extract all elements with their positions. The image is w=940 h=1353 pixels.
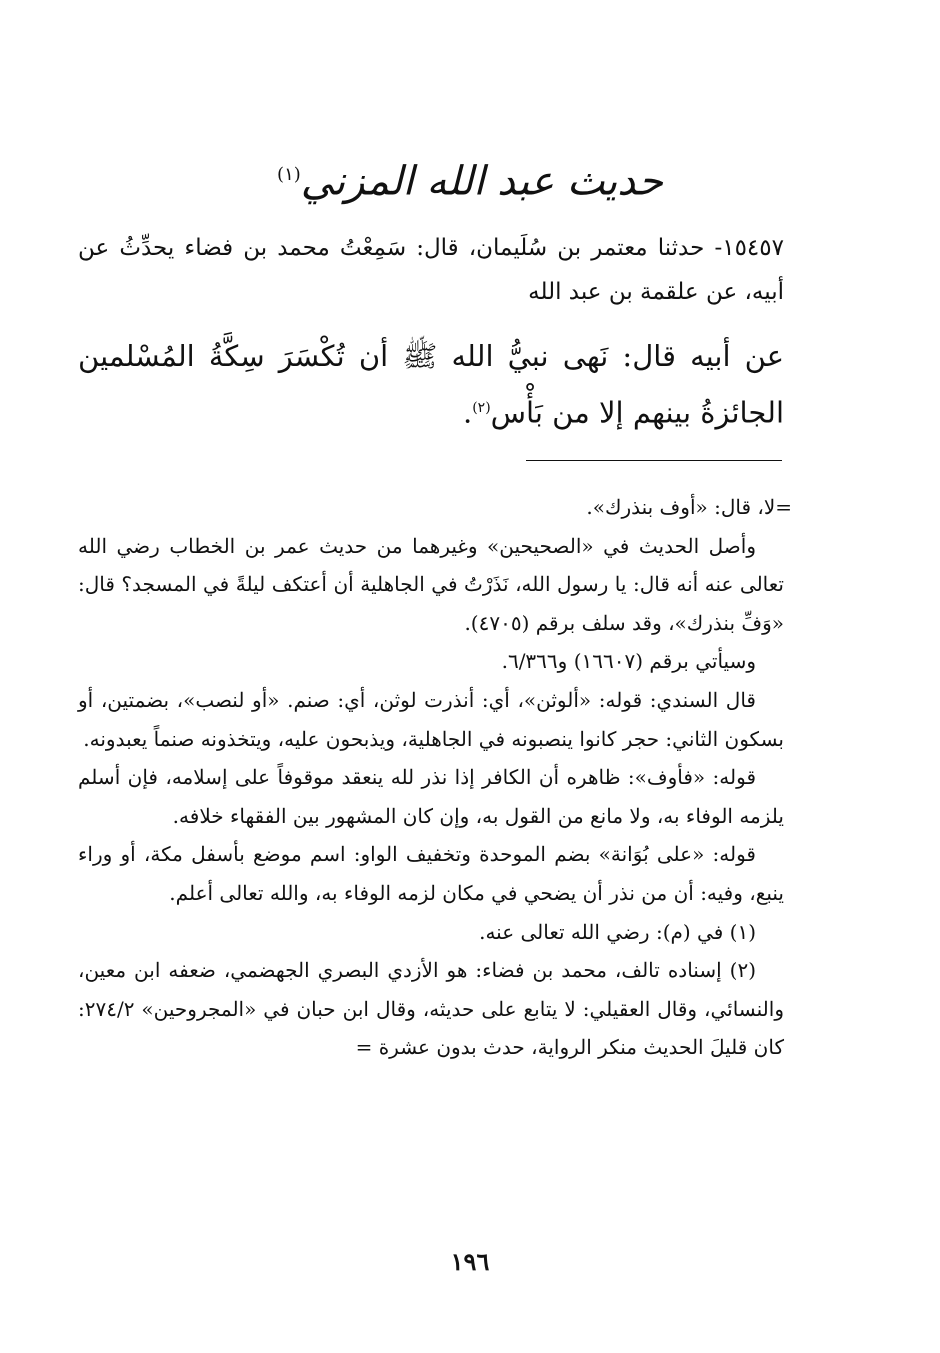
footnote-divider	[526, 460, 782, 461]
chapter-footnote-mark: (١)	[277, 164, 301, 185]
note-paragraph-buwana: قوله: «على بُوَانة» بضم الموحدة وتخفيف الواو: اسم موضع بأسفل مكة، أو وراء ينبع، وفيه: أن من نذر أن يضحي في مكان لزمه الوفاء به، والله تعالى أعلم.	[78, 842, 784, 905]
footnote-1: (١) في (م): رضي الله تعالى عنه.	[479, 919, 756, 944]
hadith-matn-text: عن أبيه قال: نَهى نبيُّ الله ﷺ أن تُكْسَرَ سِكَّةُ المُسْلمين الجائزةُ بينهم إلا من بَأْس	[78, 339, 784, 430]
hadith-number: ١٥٤٥٧-	[714, 235, 784, 261]
hadith-chain-text: حدثنا معتمر بن سُلَيمان، قال: سَمِعْتُ محمد بن فضاء يحدِّثُ عن أبيه، عن علقمة بن عبد الله	[78, 235, 784, 305]
hadith-matn	[78, 330, 784, 439]
footnotes-block	[78, 488, 792, 1067]
note-paragraph-sindi: قال السندي: قوله: «ألوثن»، أي: أنذرت لوثن، أي: صنم. «أو لنصب»، بضمتين، أو بسكون الثاني: حجر كانوا ينصبونه في الجاهلية، ويذبحون عليه، ويتخذونه صنماً يعبدونه.	[78, 687, 784, 751]
note-paragraph-fa-awfi: قوله: «فأوف»: ظاهره أن الكافر إذا نذر لله ينعقد موقوفاً على إسلامه، فإن أسلم يلزمه الوفاء به، ولا مانع من القول به، وإن كان المشهور بين الفقهاء خلافه.	[78, 765, 784, 828]
note-paragraph-continuation: =لا، قال: «أوف بنذرك».	[586, 495, 792, 519]
note-paragraph-cross-ref: وسيأتي برقم (١٦٦٠٧) و٦/٣٦٦.	[501, 649, 756, 674]
hadith-chain	[78, 226, 784, 314]
chapter-title	[0, 140, 940, 210]
matn-footnote-mark: (٢)	[472, 400, 491, 416]
note-paragraph-sahihayn: وأصل الحديث في «الصحيحين» وغيرهما من حديث عمر بن الخطاب رضي الله تعالى عنه أنه قال: يا رسول الله، نَذَرْتُ في الجاهلية أن أعتكف ليلةً في المسجد؟ قال: «وَفِّ بنذرك»، وقد سلف برقم (٤٧٠٥).	[78, 533, 784, 635]
footnote-2: (٢) إسناده تالف، محمد بن فضاء: هو الأزدي البصري الجهضمي، ضعفه ابن معين، والنسائي، وقال العقيلي: لا يتابع على حديثه، وقال ابن حبان في «المجروحين» ٢٧٤/٢: كان قليلَ الحديث منكر الرواية، حدث بدون عشرة =	[78, 958, 784, 1060]
page-number: ١٩٦	[450, 1247, 490, 1276]
chapter-title-text: حديث عبد الله المزني	[300, 158, 663, 205]
matn-end-mark: .	[462, 395, 473, 430]
